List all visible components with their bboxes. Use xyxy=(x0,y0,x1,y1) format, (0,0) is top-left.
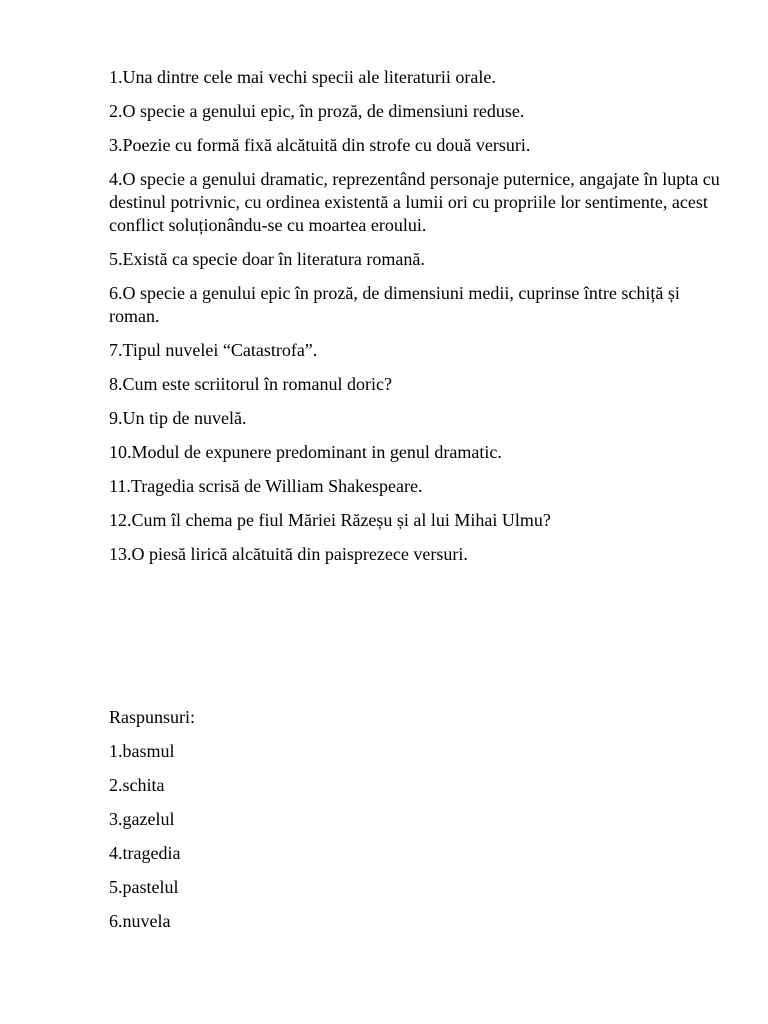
document-page xyxy=(109,66,729,577)
answers-heading: Raspunsuri: xyxy=(109,707,196,727)
question-item: 10.Modul de expunere predominant in genul dramatic. xyxy=(109,442,502,462)
question-item: 11.Tragedia scrisă de William Shakespeare. xyxy=(109,476,423,496)
answer-item: 6.nuvela xyxy=(109,911,171,931)
question-item: 3.Poezie cu formă fixă alcătuită din strofe cu două versuri. xyxy=(109,135,531,155)
answer-item: 1.basmul xyxy=(109,741,175,761)
answer-item: 2.schita xyxy=(109,775,165,795)
answer-list xyxy=(109,740,180,944)
question-item: 8.Cum este scriitorul în romanul doric? xyxy=(109,374,392,394)
question-item: 13.O piesă lirică alcătuită din paisprezece versuri. xyxy=(109,544,468,564)
question-item: 12.Cum îl chema pe fiul Măriei Răzeșu și al lui Mihai Ulmu? xyxy=(109,510,551,530)
question-item: 5.Există ca specie doar în literatura romană. xyxy=(109,249,425,269)
question-item: 4.O specie a genului dramatic, reprezentând personaje puternice, angajate în lupta cu destinul potrivnic, cu ordinea existentă a lumii ori cu propriile lor sentimente, acest conflict soluționându-se cu moartea eroului. xyxy=(109,169,720,235)
question-item: 7.Tipul nuvelei “Catastrofa”. xyxy=(109,340,318,360)
question-item: 2.O specie a genului epic, în proză, de dimensiuni reduse. xyxy=(109,101,525,121)
question-list xyxy=(109,66,729,566)
answer-item: 5.pastelul xyxy=(109,877,179,897)
answer-item: 3.gazelul xyxy=(109,809,175,829)
question-item: 1.Una dintre cele mai vechi specii ale literaturii orale. xyxy=(109,67,496,87)
question-item: 6.O specie a genului epic în proză, de dimensiuni medii, cuprinse între schiță și roman. xyxy=(109,283,680,326)
answer-item: 4.tragedia xyxy=(109,843,181,863)
question-item: 9.Un tip de nuvelă. xyxy=(109,408,247,428)
